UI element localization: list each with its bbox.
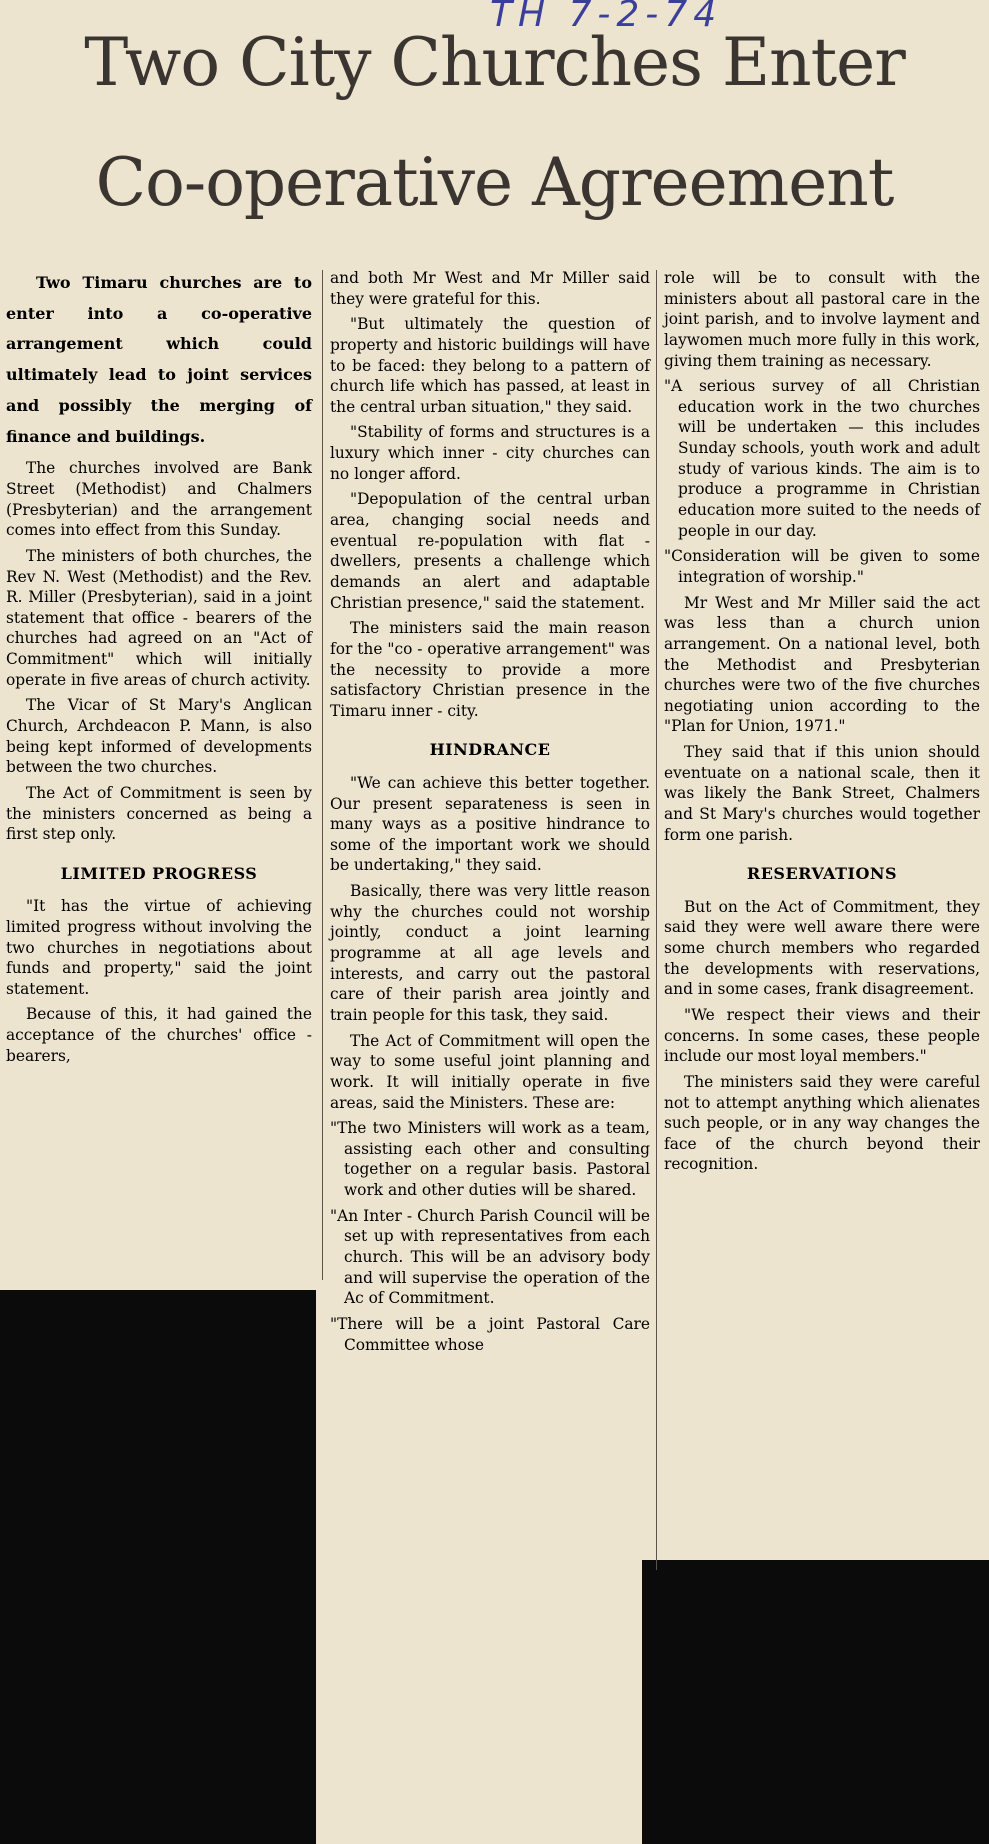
quote-item: "Consideration will be given to some integration of worship." xyxy=(664,547,980,586)
background-right xyxy=(642,1560,989,1844)
background-left xyxy=(0,1290,316,1844)
paragraph: "We can achieve this better together. Our present separateness is seen in many ways as a positive hindrance to some of the important work we should be undertaking," they said. xyxy=(330,773,650,875)
paragraph: The churches involved are Bank Street (Methodist) and Chalmers (Presbyterian) and the arrangement comes into effect from this Sunday. xyxy=(6,459,312,540)
handwritten-date: TH 7-2-74 xyxy=(490,0,723,35)
paragraph: The Vicar of St Mary's Anglican Church, Archdeacon P. Mann, is also being kept informed of developments between the two churches. xyxy=(6,696,312,777)
quote-item: "There will be a joint Pastoral Care Committee whose xyxy=(330,1314,650,1354)
column-rule-2 xyxy=(656,270,657,1570)
paragraph: The ministers said the main reason for the "co - operative arrangement" was the necessity to provide a more satisfactory Christian presence in the Timaru inner - city. xyxy=(330,619,650,720)
article-column-3 xyxy=(664,268,980,1180)
clipping-middle-tail xyxy=(316,1280,642,1844)
article-column-2 xyxy=(330,268,650,1360)
paragraph: and both Mr West and Mr Miller said they were grateful for this. xyxy=(330,269,650,308)
headline-line-1: Two City Churches Enter xyxy=(84,24,905,101)
paragraph: "We respect their views and their concerns. In some cases, these people include our most loyal members." xyxy=(664,1005,980,1066)
paragraph: "Depopulation of the central urban area, changing social needs and eventual re-population with flat - dwellers, presents a challenge which demands an alert and adaptable Christian presence," said the statement. xyxy=(330,490,650,612)
paragraph: Basically, there was very little reason why the churches could not worship jointly, conduct a joint learning programme at all age levels and interests, and carry out the pastoral care of their parish area jointly and train people for this task, they said. xyxy=(330,882,650,1024)
article-column-1 xyxy=(6,268,312,1071)
quote-item: "A serious survey of all Christian education work in the two churches will be undertaken — this includes Sunday schools, youth work and adult study of various kinds. The aim is to produce a programme in Christian education more suited to the needs of people in our day. xyxy=(664,377,980,540)
quote-item: "An Inter - Church Parish Council will be set up with representatives from each church. This will be an advisory body and will supervise the operation of the Ac of Commitment. xyxy=(330,1206,650,1308)
quote-item: "The two Ministers will work as a team, assisting each other and consulting together on a regular basis. Pastoral work and other duties will be shared. xyxy=(330,1119,650,1200)
headline-line-2: Co-operative Agreement xyxy=(95,144,894,221)
paragraph: "It has the virtue of achieving limited progress without involving the two churches in negotiations about funds and property," said the joint statement. xyxy=(6,897,312,998)
paragraph: They said that if this union should eventuate on a national scale, then it was likely the Bank Street, Chalmers and St Mary's churches would together form one parish. xyxy=(664,743,980,844)
paragraph: role will be to consult with the ministers about all pastoral care in the joint parish, and to involve layment and laywomen much more fully in this work, giving them training as necessary. xyxy=(664,269,980,370)
paragraph: But on the Act of Commitment, they said they were well aware there were some church members who regarded the developments with reservations, and in some cases, frank disagreement. xyxy=(664,897,980,999)
paragraph: "But ultimately the question of property and historic buildings will have to be faced: they belong to a pattern of church life which has passed, at least in the central urban situation," they said. xyxy=(330,315,650,416)
subhead-hindrance: HINDRANCE xyxy=(429,740,551,760)
clipping-right-tail xyxy=(642,1280,989,1560)
subhead-reservations: RESERVATIONS xyxy=(746,864,898,884)
paragraph: The Act of Commitment is seen by the ministers concerned as being a first step only. xyxy=(6,783,312,844)
paragraph: Because of this, it had gained the acceptance of the churches' office - bearers, xyxy=(6,1005,312,1065)
paragraph: The ministers of both churches, the Rev N. West (Methodist) and the Rev. R. Miller (Presbyterian), said in a joint statement that office - bearers of the churches had agreed on an "Act of Commitment" which will initially operate in five areas of church activity. xyxy=(6,546,312,689)
paragraph: "Stability of forms and structures is a luxury which inner - city churches can no longer afford. xyxy=(330,423,650,483)
paragraph: Mr West and Mr Miller said the act was less than a church union arrangement. On a national level, both the Methodist and Presbyterian churches were two of the five churches negotiating union according to the "Plan for Union, 1971." xyxy=(664,593,980,736)
subhead-limited-progress: LIMITED PROGRESS xyxy=(60,863,258,883)
paragraph: The Act of Commitment will open the way to some useful joint planning and work. It will initially operate in five areas, said the Ministers. These are: xyxy=(330,1031,650,1112)
paragraph: The ministers said they were careful not to attempt anything which alienates such people, or in any way changes the face of the church beyond their recognition. xyxy=(664,1072,980,1174)
lead-paragraph: Two Timaru churches are to enter into a co-operative arrangement which could ultimately lead to joint services and possibly the merging of finance and buildings. xyxy=(6,273,312,446)
column-rule-1 xyxy=(322,270,323,1280)
